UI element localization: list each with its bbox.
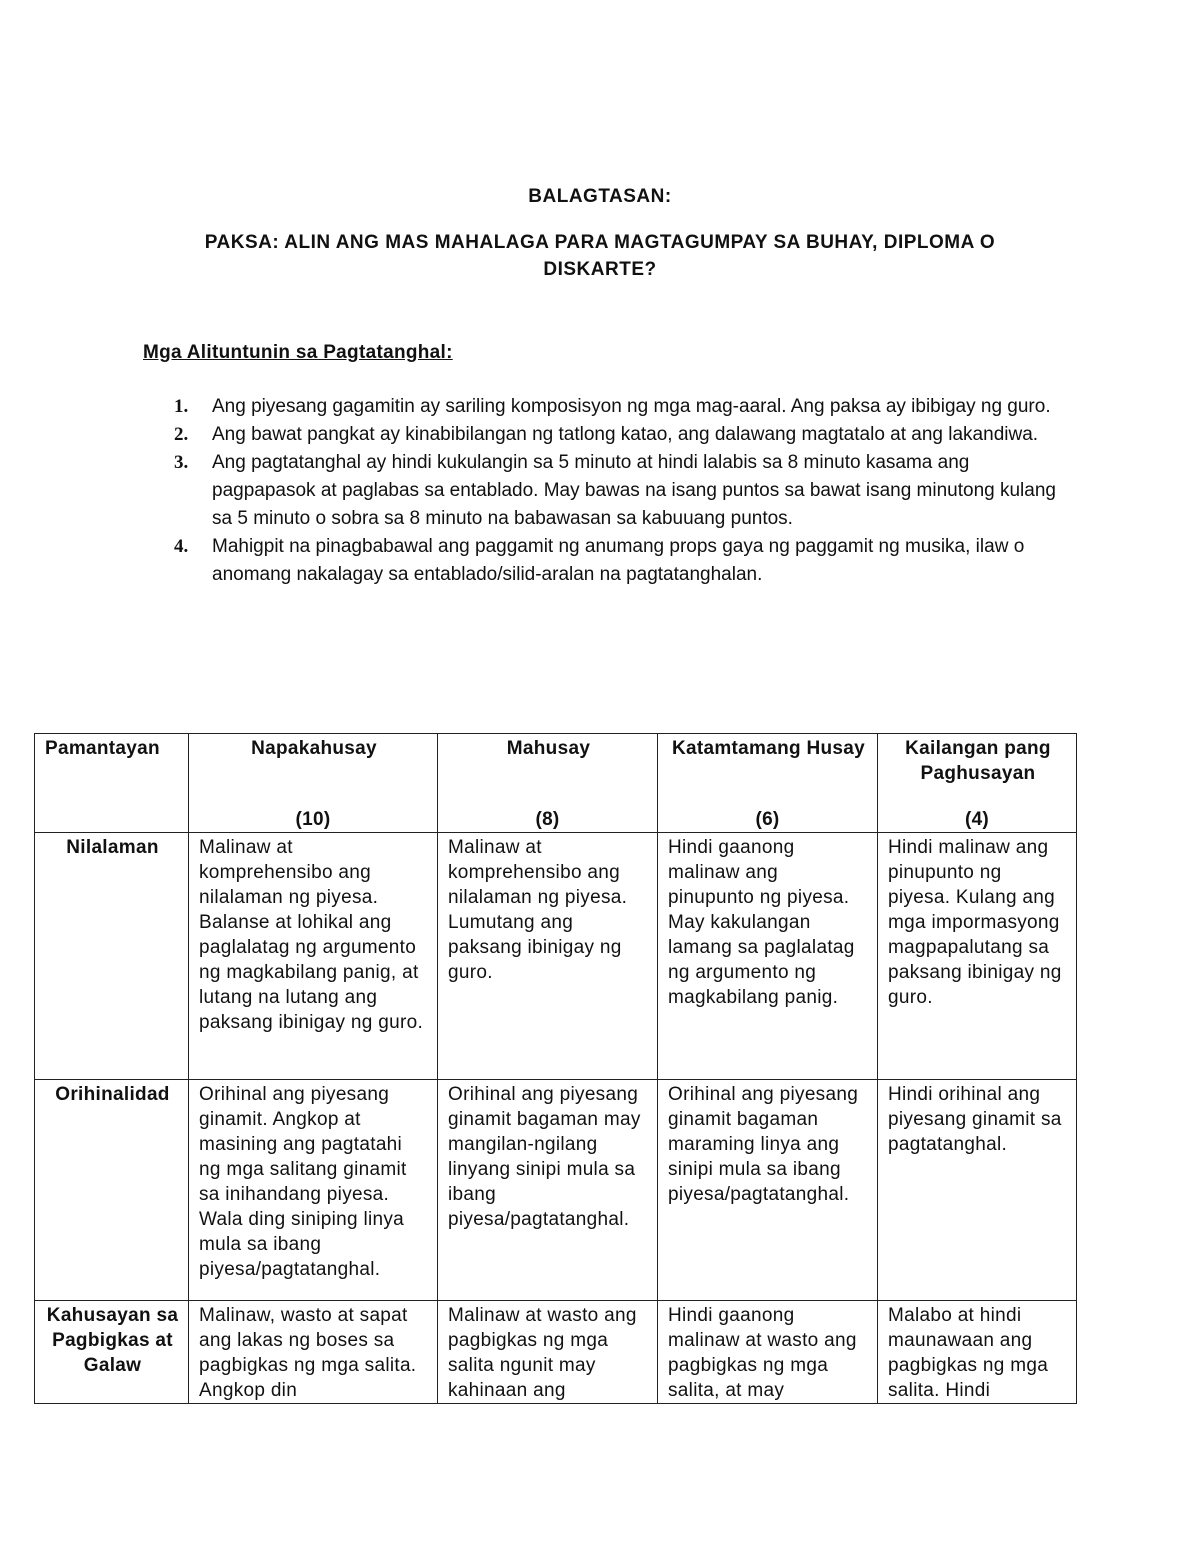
column-header-label: Kailangan pang Paghusayan xyxy=(905,738,1051,784)
column-header-label: Katamtamang Husay xyxy=(671,738,866,759)
table-cell: Malinaw at komprehensibo ang nilalaman ng piyesa. Balanse at lohikal ang paglalatag ng argumento ng magkabilang panig, at lutang na lutang ang paksang ibinigay ng guro. xyxy=(189,833,438,1080)
column-header-score: (6) xyxy=(755,809,780,830)
document-title: BALAGTASAN: xyxy=(528,186,672,207)
table-header-row xyxy=(35,734,1077,833)
list-item-text: Ang piyesang gagamitin ay sariling komposisyon ng mga mag-aaral. Ang paksa ay ibibigay ng guro. xyxy=(212,396,1051,417)
list-item xyxy=(168,533,1068,589)
list-item xyxy=(168,421,1068,449)
table-cell: Hindi gaanong malinaw at wasto ang pagbigkas ng mga salita, at may xyxy=(658,1301,878,1404)
table-cell: Hindi orihinal ang piyesang ginamit sa pagtatanghal. xyxy=(878,1080,1077,1301)
column-header-mahusay xyxy=(438,734,658,833)
table-cell: Hindi malinaw ang pinupunto ng piyesa. Kulang ang mga impormasyong magpapalutang sa paksang ibinigay ng guro. xyxy=(878,833,1077,1080)
list-item-number: 3. xyxy=(174,452,189,473)
list-item-text: Ang bawat pangkat ay kinabibilangan ng tatlong katao, ang dalawang magtatalo at ang lakandiwa. xyxy=(212,424,1039,445)
list-item xyxy=(168,449,1068,533)
table-cell: Malabo at hindi maunawaan ang pagbigkas ng mga salita. Hindi xyxy=(878,1301,1077,1404)
criterion-cell: Nilalaman xyxy=(35,833,189,1080)
table-cell: Orihinal ang piyesang ginamit. Angkop at masining ang pagtatahi ng mga salitang ginamit sa inihandang piyesa. Wala ding siniping linya mula sa ibang piyesa/pagtatanghal. xyxy=(189,1080,438,1301)
table-cell: Malinaw, wasto at sapat ang lakas ng boses sa pagbigkas ng mga salita. Angkop din xyxy=(189,1301,438,1404)
list-item-number: 2. xyxy=(174,424,189,445)
guidelines-heading: Mga Alituntunin sa Pagtatanghal: xyxy=(143,342,453,363)
table-row xyxy=(35,1301,1077,1404)
column-header-score: (4) xyxy=(964,809,990,830)
criterion-cell: Kahusayan sa Pagbigkas at Galaw xyxy=(35,1301,189,1404)
column-header-criteria xyxy=(35,734,189,833)
list-item-number: 1. xyxy=(174,396,189,417)
column-header-score: (8) xyxy=(535,809,560,830)
table-cell: Orihinal ang piyesang ginamit bagaman may mangilan-ngilang linyang sinipi mula sa ibang piyesa/pagtatanghal. xyxy=(438,1080,658,1301)
document-topic: PAKSA: ALIN ANG MAS MAHALAGA PARA MAGTAGUMPAY SA BUHAY, DIPLOMA O DISKARTE? xyxy=(204,232,996,280)
criterion-cell: Orihinalidad xyxy=(35,1080,189,1301)
column-header-label: Mahusay xyxy=(506,738,591,759)
table-cell: Orihinal ang piyesang ginamit bagaman maraming linya ang sinipi mula sa ibang piyesa/pagtatanghal. xyxy=(658,1080,878,1301)
list-item-text: Mahigpit na pinagbabawal ang paggamit ng anumang props gaya ng paggamit ng musika, ilaw o anomang nakalagay sa entablado/silid-aralan na pagtatanghalan. xyxy=(212,536,1025,585)
column-header-score: (10) xyxy=(295,809,331,830)
column-header-label: Napakahusay xyxy=(251,738,377,759)
table-cell: Hindi gaanong malinaw ang pinupunto ng piyesa. May kakulangan lamang sa paglalatag ng argumento ng magkabilang panig. xyxy=(658,833,878,1080)
table-row xyxy=(35,1080,1077,1301)
list-item-text: Ang pagtatanghal ay hindi kukulangin sa 5 minuto at hindi lalabis sa 8 minuto kasama ang pagpapasok at paglabas sa entablado. May bawas na isang puntos sa bawat isang minutong kulang sa 5 minuto o sobra sa 8 minuto na babawasan sa kabuuang puntos. xyxy=(212,452,1056,529)
table-row xyxy=(35,833,1077,1080)
list-item-number: 4. xyxy=(174,536,189,557)
column-header-kailangan-pang-paghusayan xyxy=(878,734,1077,833)
column-header-katamtamang-husay xyxy=(658,734,878,833)
table-cell: Malinaw at komprehensibo ang nilalaman ng piyesa. Lumutang ang paksang ibinigay ng guro. xyxy=(438,833,658,1080)
rubric-table xyxy=(34,733,1077,1404)
rules-list xyxy=(168,393,1068,589)
column-header-label: Pamantayan xyxy=(45,738,160,759)
table-cell: Malinaw at wasto ang pagbigkas ng mga salita ngunit may kahinaan ang xyxy=(438,1301,658,1404)
column-header-napakahusay xyxy=(189,734,438,833)
list-item xyxy=(168,393,1068,421)
